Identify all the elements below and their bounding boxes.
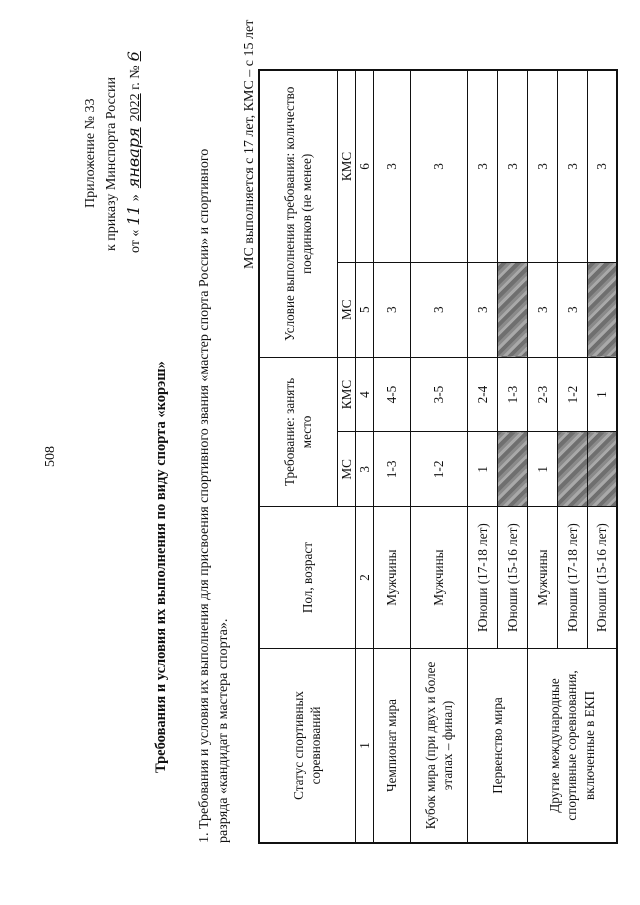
cond-ms-cell: 3: [467, 262, 497, 357]
req-ms-cell: 1-2: [410, 432, 467, 507]
header-cond-ms: МС: [337, 262, 355, 357]
req-kms-cell: 4-5: [373, 357, 410, 432]
col-number: 5: [355, 262, 373, 357]
cond-ms-cell: 3: [373, 262, 410, 357]
req-ms-cell: 1-3: [373, 432, 410, 507]
header-requirement: Требование: занять место: [259, 357, 337, 507]
cond-ms-hatched-cell: [497, 262, 527, 357]
cond-ms-cell: 3: [557, 262, 587, 357]
group-cell: Юноши (17-18 лет): [557, 507, 587, 649]
table-row: [410, 70, 467, 843]
appendix-suffix: г. №: [128, 65, 143, 90]
req-ms-hatched-cell: [587, 432, 617, 507]
group-cell: Юноши (15-16 лет): [497, 507, 527, 649]
status-cell: Другие международные спортивные соревнования, включенные в ЕКП: [527, 648, 617, 843]
status-cell: Чемпионат мира: [373, 648, 410, 843]
cond-ms-cell: 3: [527, 262, 557, 357]
req-kms-cell: 1-2: [557, 357, 587, 432]
cond-kms-cell: 3: [467, 70, 497, 262]
header-gender-age: Пол, возраст: [259, 507, 355, 649]
intro-line-2: разряда «кандидат в мастера спорта».: [216, 618, 231, 843]
header-cond-kms: КМС: [337, 70, 355, 262]
req-kms-cell: 3-5: [410, 357, 467, 432]
appendix-day: 11: [124, 205, 143, 226]
cond-kms-cell: 3: [587, 70, 617, 262]
col-number: 2: [355, 507, 373, 649]
req-ms-cell: 1: [527, 432, 557, 507]
appendix-line-2: к приказу Минспорта России: [104, 77, 119, 251]
cond-kms-cell: 3: [497, 70, 527, 262]
group-cell: Мужчины: [373, 507, 410, 649]
cond-kms-cell: 3: [527, 70, 557, 262]
cond-kms-cell: 3: [373, 70, 410, 262]
status-cell: Кубок мира (при двух и более этапах – финал): [410, 648, 467, 843]
group-cell: Юноши (17-18 лет): [467, 507, 497, 649]
col-number: 6: [355, 70, 373, 262]
req-kms-cell: 2-4: [467, 357, 497, 432]
cond-ms-hatched-cell: [587, 262, 617, 357]
header-condition: Условие выполнения требования: количество поединков (не менее): [259, 70, 337, 357]
page-number: 508: [43, 446, 58, 467]
group-cell: Мужчины: [410, 507, 467, 649]
appendix-date-prefix: от «: [128, 229, 143, 253]
appendix-month: января: [124, 127, 143, 189]
group-cell: Мужчины: [527, 507, 557, 649]
table-caption: МС выполняется с 17 лет, КМС – с 15 лет: [242, 19, 257, 269]
appendix-year: 2022: [128, 93, 143, 122]
intro-line-1: 1. Требования и условия их выполнения для присвоения спортивного звания «мастер спорта России» и спортивного: [197, 148, 212, 843]
appendix-date-mid: »: [128, 194, 143, 202]
cond-kms-cell: 3: [557, 70, 587, 262]
document-title: Требования и условия их выполнения по виду спорта «корэш»: [153, 361, 169, 773]
req-kms-cell: 1-3: [497, 357, 527, 432]
header-status: Статус спортивных соревнований: [259, 648, 355, 843]
col-number: 3: [355, 432, 373, 507]
appendix-number: 6: [124, 51, 143, 62]
col-number: 4: [355, 357, 373, 432]
table-row: [373, 70, 410, 843]
header-req-ms: МС: [337, 432, 355, 507]
table-row: [527, 70, 557, 843]
table-row: [467, 70, 497, 843]
req-ms-hatched-cell: [497, 432, 527, 507]
req-ms-hatched-cell: [557, 432, 587, 507]
req-kms-cell: 1: [587, 357, 617, 432]
col-number: 1: [355, 648, 373, 843]
req-kms-cell: 2-3: [527, 357, 557, 432]
status-cell: Первенство мира: [467, 648, 527, 843]
appendix-line-1: Приложение № 33: [83, 98, 98, 208]
cond-kms-cell: 3: [410, 70, 467, 262]
header-req-kms: КМС: [337, 357, 355, 432]
group-cell: Юноши (15-16 лет): [587, 507, 617, 649]
req-ms-cell: 1: [467, 432, 497, 507]
cond-ms-cell: 3: [410, 262, 467, 357]
appendix-line-3: [124, 51, 144, 253]
requirements-table: [258, 69, 618, 844]
